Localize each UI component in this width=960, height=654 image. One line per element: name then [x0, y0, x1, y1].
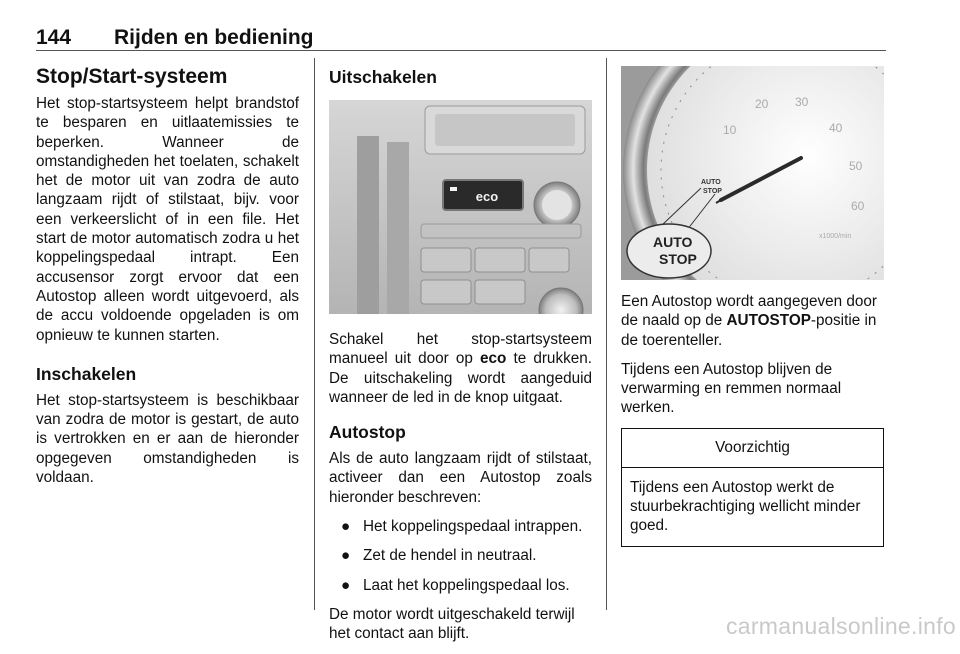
watermark: carmanualsonline.info — [725, 613, 956, 639]
tick-label: 50 — [849, 159, 863, 173]
bullet-icon: ● — [341, 518, 351, 536]
tick-label: 20 — [755, 97, 769, 111]
eco-button-label: eco — [475, 189, 499, 204]
uitschakelen-paragraph — [329, 330, 592, 407]
uitschakelen-text-1: Schakel het stop-startsysteem manueel uit door op — [329, 331, 592, 368]
list-item — [329, 517, 592, 536]
indication-text-1: Een Autostop wordt aangegeven door de naald op de — [621, 293, 877, 330]
eco-keyword: eco — [479, 350, 507, 368]
column-2 — [329, 60, 592, 654]
column-1 — [36, 60, 299, 497]
chapter-title: Rijden en bediening — [114, 26, 314, 49]
list-item-text: Laat het koppelingspedaal los. — [363, 576, 570, 594]
eco-button-illustration — [329, 100, 592, 314]
autostop-paragraph: Als de auto langzaam rijdt of stilstaat, activeer dan een Autostop zoals hieronder beschreven: — [329, 450, 592, 506]
list-item-text: Zet de hendel in neutraal. — [363, 547, 537, 565]
heading-uitschakelen: Uitschakelen — [329, 67, 437, 87]
list-item — [329, 546, 592, 565]
magnified-stop-label: STOP — [659, 251, 697, 267]
list-item — [329, 576, 592, 595]
inschakelen-paragraph: Het stop-startsysteem is beschikbaar van zodra de motor is gestart, de auto is vertrokken en er aan de hieronder opgegeven omstandigheden is voldaan. — [36, 391, 299, 487]
page-number: 144 — [36, 26, 72, 49]
indication-text-2: -positie in de toerenteller. — [621, 312, 877, 349]
tick-label: 40 — [829, 121, 843, 135]
bullet-icon: ● — [341, 547, 351, 565]
bullet-icon: ● — [341, 576, 351, 594]
column-divider-1 — [314, 58, 315, 610]
gauge-unit-label: x1000/min — [819, 233, 852, 240]
section-title: Stop/Start-systeem — [36, 65, 228, 88]
gauge-auto-label: AUTO — [701, 179, 721, 186]
heating-brakes-paragraph: Tijdens een Autostop blijven de verwarming en remmen normaal werken. — [621, 360, 842, 417]
tick-label: 10 — [723, 123, 737, 137]
closing-paragraph: De motor wordt uitgeschakeld terwijl het contact aan blijft. — [329, 605, 575, 643]
heading-inschakelen: Inschakelen — [36, 363, 137, 384]
autostop-keyword: AUTOSTOP — [726, 312, 811, 330]
autostop-steps — [329, 517, 592, 595]
heading-autostop: Autostop — [329, 422, 406, 443]
header-divider — [36, 50, 886, 51]
gauge-stop-label: STOP — [703, 188, 722, 195]
magnified-auto-label: AUTO — [653, 234, 693, 250]
caution-box — [621, 428, 884, 547]
caution-title: Voorzichtig — [622, 429, 883, 468]
column-divider-2 — [606, 58, 607, 610]
intro-paragraph: Het stop-startsysteem helpt brandstof te besparen en uitlaatemissies te beperken. Wanneer de omstandigheden het toelaten, schakelt het de motor uit van zodra de auto langzaam rijdt of stilstaat, bijv. voor een verkeerslicht of in een file. Het start de motor automatisch zodra u het koppelingspedaal intrapt. Een accusensor zorgt ervoor dat een Autostop alleen wordt uitgevoerd, als de accu voldoende opgeladen is om opnieuw te kunnen starten. — [36, 95, 299, 344]
tick-label: 30 — [795, 95, 809, 109]
uitschakelen-text-2: te drukken. De uitschakeling wordt aangeduid wanneer de led in de knop uitgaat. — [329, 350, 593, 406]
tachometer-illustration — [621, 66, 884, 280]
page-header — [36, 26, 886, 50]
autostop-indication-paragraph — [621, 292, 884, 350]
column-3 — [621, 60, 884, 547]
caution-text: Tijdens een Autostop werkt de stuurbekrachtiging wellicht minder goed. — [630, 478, 861, 535]
tick-label: 60 — [851, 199, 865, 213]
list-item-text: Het koppelingspedaal intrappen. — [363, 518, 583, 536]
